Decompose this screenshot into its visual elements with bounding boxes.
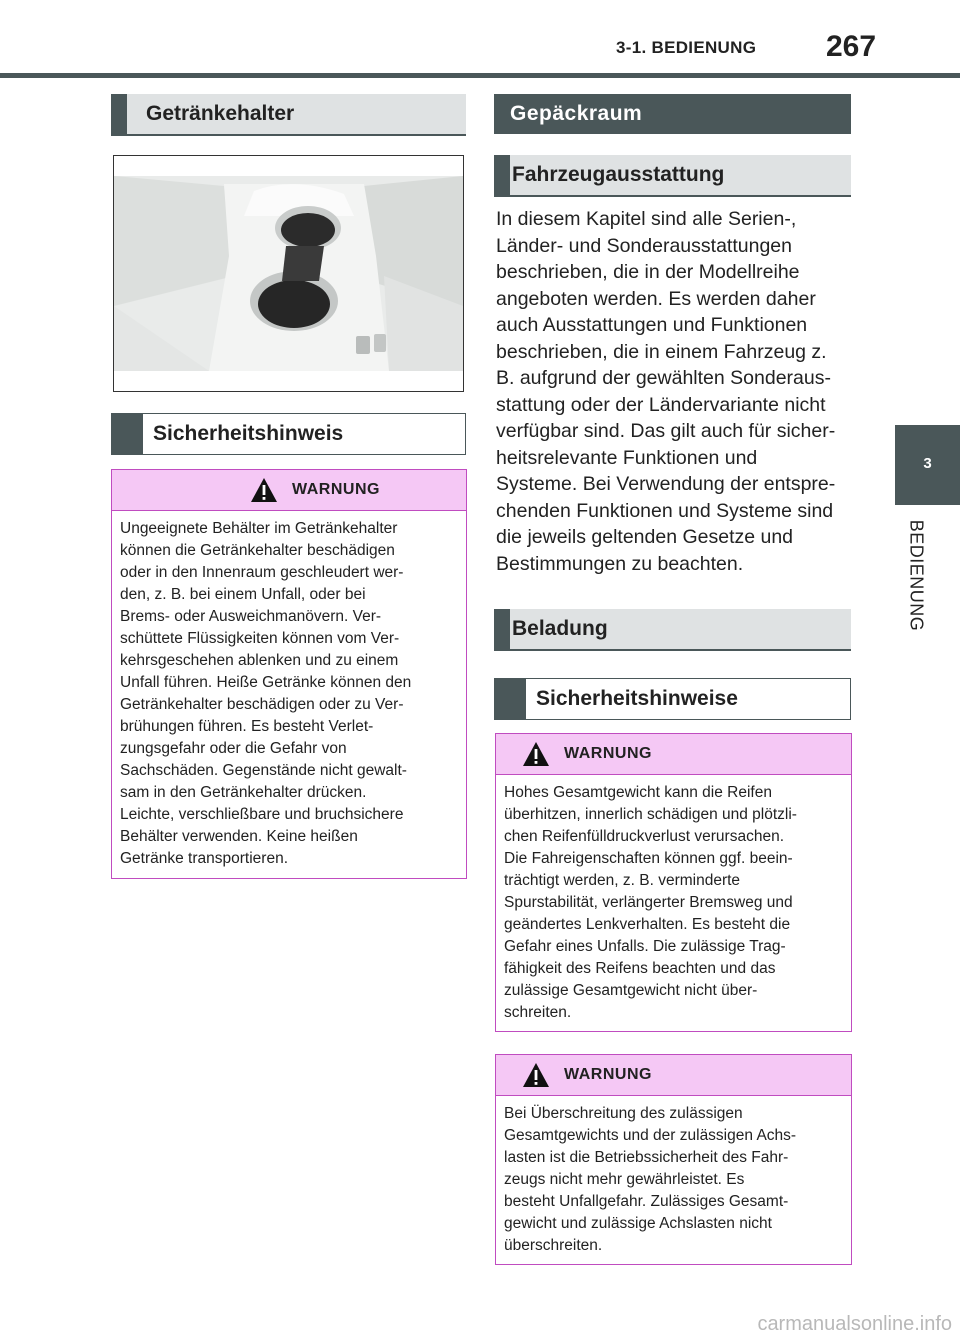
heading-safety-right — [494, 678, 851, 720]
text-line: Hohes Gesamtgewicht kann die Reifen — [504, 784, 772, 801]
cupholder-illustration — [114, 156, 463, 391]
text-line: können die Getränkehalter beschädigen — [120, 542, 395, 559]
heading-loading-text: Beladung — [512, 617, 608, 640]
text-line: B. aufgrund der gewählten Sonderaus- — [496, 367, 831, 389]
text-line: oder in den Innenraum geschleudert wer- — [120, 564, 404, 581]
heading-luggage — [494, 94, 851, 134]
text-line: heitsrelevante Funktionen und — [496, 446, 758, 469]
text-line: stattung oder der Ländervariante nicht — [496, 393, 826, 416]
text-line: Unfall führen. Heiße Getränke können den — [120, 674, 412, 691]
text-line: überhitzen, innerlich schädigen und plötzli- — [504, 806, 797, 823]
text-line: zeugs nicht mehr gewährleistet. Es — [504, 1171, 745, 1188]
warning-header — [112, 470, 466, 511]
warning-text — [112, 511, 466, 870]
text-line: überschreiten. — [504, 1237, 603, 1254]
text-line: zulässige Gesamtgewicht nicht über- — [504, 982, 758, 999]
text-line: sam in den Getränkehalter drücken. — [120, 784, 367, 801]
text-line: chen Reifenfülldruckverlust verursachen. — [504, 828, 784, 845]
text-line: zungsgefahr oder die Gefahr von — [120, 740, 347, 757]
text-line: schüttete Flüssigkeiten können vom Ver- — [120, 630, 400, 647]
warning-title: WARNUNG — [292, 481, 380, 498]
text-line: verfügbar sind. Das gilt auch für sicher- — [496, 420, 836, 442]
heading-safety-left-text: Sicherheitshinweis — [153, 422, 344, 445]
text-line: besteht Unfallgefahr. Zulässiges Gesamt- — [504, 1193, 789, 1210]
warning-box-tires — [495, 733, 852, 1032]
chapter-number: 3 — [923, 455, 932, 472]
warning-title: WARNUNG — [564, 745, 652, 762]
text-line: Leichte, verschließbare und bruchsichere — [120, 806, 404, 823]
text-line: Ungeeignete Behälter im Getränkehalter — [120, 520, 398, 537]
text-line: Sachschäden. Gegenstände nicht gewalt- — [120, 762, 407, 779]
equipment-paragraph — [496, 206, 856, 577]
page-number: 267 — [826, 30, 877, 63]
chapter-side-label — [896, 520, 936, 650]
section-title: 3-1. BEDIENUNG — [616, 38, 757, 57]
text-line: fähigkeit des Reifens beachten und das — [504, 960, 776, 977]
text-line: lasten ist die Betriebssicherheit des Fahr- — [504, 1149, 789, 1166]
text-line: Behälter verwenden. Keine heißen — [120, 828, 358, 845]
text-line: Gefahr eines Unfalls. Die zulässige Trag- — [504, 938, 786, 955]
text-line: Länder- und Sonderausstattungen — [496, 234, 792, 257]
heading-equipment — [494, 155, 851, 197]
text-line: gewicht und zulässige Achslasten nicht — [504, 1215, 772, 1232]
heading-bar — [495, 679, 526, 719]
cupholder-image — [113, 155, 464, 392]
warning-box-axle-load — [495, 1054, 852, 1265]
heading-loading — [494, 609, 851, 651]
heading-equipment-text: Fahrzeugausstattung — [512, 163, 725, 186]
heading-bar — [494, 609, 510, 649]
text-line: chenden Funktionen und Systeme sind — [496, 499, 834, 522]
warning-text — [496, 775, 851, 1024]
warning-triangle-icon — [522, 741, 550, 767]
text-line: die jeweils geltenden Gesetze und — [496, 526, 794, 548]
warning-box-cupholder — [111, 469, 467, 879]
warning-triangle-icon — [250, 477, 278, 503]
text-line: Systeme. Bei Verwendung der entspre- — [496, 473, 836, 495]
text-line: Bestimmungen zu beachten. — [496, 552, 744, 575]
text-line: auch Ausstattungen und Funktionen — [496, 314, 808, 336]
watermark: carmanualsonline.info — [757, 1313, 952, 1335]
text-line: Gesamtgewichts und der zulässigen Achs- — [504, 1127, 797, 1144]
warning-header — [496, 1055, 851, 1096]
heading-bar — [111, 94, 127, 134]
text-line: beschrieben, die in einem Fahrzeug z. — [496, 340, 827, 363]
warning-text — [496, 1096, 851, 1257]
heading-bar — [112, 414, 143, 454]
text-line: schreiten. — [504, 1004, 572, 1021]
text-line: Brems- oder Ausweichmanövern. Ver- — [120, 608, 382, 625]
heading-safety-left — [111, 413, 466, 455]
text-line: Die Fahreigenschaften können ggf. beein- — [504, 850, 793, 867]
heading-cupholder — [111, 94, 466, 136]
warning-header — [496, 734, 851, 775]
text-line: trächtigt werden, z. B. verminderte — [504, 872, 741, 889]
warning-title: WARNUNG — [564, 1066, 652, 1083]
text-line: beschrieben, die in der Modellreihe — [496, 261, 800, 283]
heading-cupholder-text: Getränkehalter — [146, 102, 295, 125]
warning-triangle-icon — [522, 1062, 550, 1088]
chapter-tab — [895, 425, 960, 505]
text-line: geändertes Lenkverhalten. Es besteht die — [504, 916, 791, 933]
header-rule — [0, 73, 960, 78]
text-line: Spurstabilität, verlängerter Bremsweg und — [504, 894, 793, 911]
text-line: brühungen führen. Es besteht Verlet- — [120, 718, 374, 735]
text-line: kehrsgeschehen ablenken und zu einem — [120, 652, 399, 669]
text-line: Getränkehalter beschädigen oder zu Ver- — [120, 696, 404, 713]
chapter-name: BEDIENUNG — [906, 519, 927, 632]
heading-luggage-text: Gepäckraum — [510, 102, 643, 125]
heading-bar — [494, 155, 510, 195]
heading-safety-right-text: Sicherheitshinweise — [536, 687, 738, 710]
text-line: den, z. B. bei einem Unfall, oder bei — [120, 586, 366, 603]
text-line: Getränke transportieren. — [120, 850, 289, 867]
text-line: In diesem Kapitel sind alle Serien-, — [496, 208, 797, 230]
text-line: Bei Überschreitung des zulässigen — [504, 1105, 743, 1122]
text-line: angeboten werden. Es werden daher — [496, 287, 816, 310]
